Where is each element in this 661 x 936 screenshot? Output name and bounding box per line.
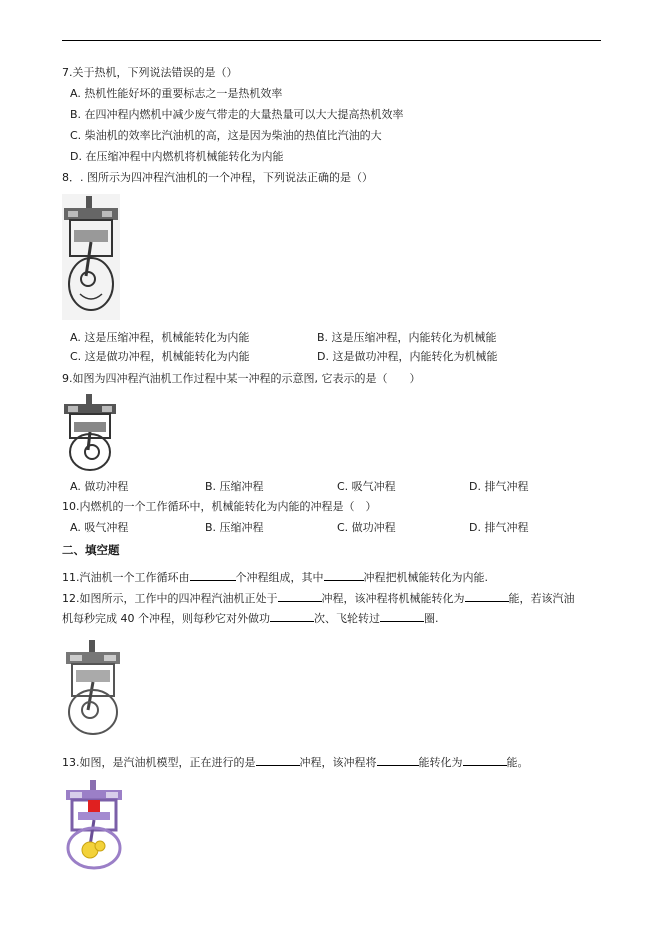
q12-blank-1[interactable] <box>278 590 322 602</box>
q13-part2: 冲程，该冲程将 <box>299 756 377 769</box>
q13-part3: 能转化为 <box>418 756 463 769</box>
q7-option-a: A. 热机性能好坏的重要标志之一是热机效率 <box>70 87 283 100</box>
q10-option-a: A. 吸气冲程 <box>70 521 129 534</box>
q10-option-b: B. 压缩冲程 <box>205 521 264 534</box>
q11-blank-1[interactable] <box>190 569 236 581</box>
q11-part2: 个冲程组成，其中 <box>235 571 324 584</box>
engine-figure-q8 <box>62 194 120 320</box>
q9-option-c: C. 吸气冲程 <box>337 480 396 493</box>
engine-figure-q9 <box>62 394 118 472</box>
q12-blank-2[interactable] <box>465 590 509 602</box>
q7-option-c: C. 柴油机的效率比汽油机的高，这是因为柴油的热值比汽油的大 <box>70 129 382 142</box>
q13-part4: 能。 <box>506 756 529 769</box>
q7-stem: 7.关于热机，下列说法错误的是（） <box>62 66 238 79</box>
engine-model-figure-q13 <box>62 780 126 870</box>
engine-figure-q12 <box>62 640 124 738</box>
q13-blank-2[interactable] <box>377 754 419 766</box>
q9-option-b: B. 压缩冲程 <box>205 480 264 493</box>
q12-text-line2 <box>62 610 439 626</box>
section-fill-in-title: 二、填空题 <box>62 543 120 557</box>
q11-blank-2[interactable] <box>324 569 364 581</box>
q10-stem: 10.内燃机的一个工作循环中，机械能转化为内能的冲程是（ ） <box>62 500 377 513</box>
q10-option-d: D. 排气冲程 <box>469 521 529 534</box>
q12-blank-3[interactable] <box>270 610 314 622</box>
q12-part1: 12.如图所示，工作中的四冲程汽油机正处于 <box>62 592 278 605</box>
q12-text-line1 <box>62 590 575 606</box>
q7-option-d: D. 在压缩冲程中内燃机将机械能转化为内能 <box>70 150 284 163</box>
q10-option-c: C. 做功冲程 <box>337 521 396 534</box>
q8-stem: 8．. 图所示为四冲程汽油机的一个冲程，下列说法正确的是（） <box>62 171 373 184</box>
q8-option-a: A. 这是压缩冲程，机械能转化为内能 <box>70 331 250 344</box>
q12-blank-4[interactable] <box>380 610 424 622</box>
q11-part3: 冲程把机械能转化为内能. <box>363 571 488 584</box>
q12-part6: 圈. <box>424 612 439 625</box>
q12-part3: 能，若该汽油 <box>508 592 575 605</box>
q12-part4: 机每秒完成 40 个冲程，则每秒它对外做功 <box>62 612 270 625</box>
q7-option-b: B. 在四冲程内燃机中减少废气带走的大量热量可以大大提高热机效率 <box>70 108 404 121</box>
q8-option-c: C. 这是做功冲程，机械能转化为内能 <box>70 350 250 363</box>
q11-part1: 11.汽油机一个工作循环由 <box>62 571 190 584</box>
q13-blank-1[interactable] <box>256 754 300 766</box>
q13-blank-3[interactable] <box>463 754 507 766</box>
header-rule <box>62 40 601 41</box>
q12-part5: 次、飞轮转过 <box>314 612 380 625</box>
q8-option-d: D. 这是做功冲程，内能转化为机械能 <box>317 350 498 363</box>
q9-stem: 9.如图为四冲程汽油机工作过程中某一冲程的示意图, 它表示的是（ ） <box>62 372 421 385</box>
q13-part1: 13.如图，是汽油机模型，正在进行的是 <box>62 756 256 769</box>
q12-part2: 冲程，该冲程将机械能转化为 <box>321 592 465 605</box>
q13-text <box>62 754 529 770</box>
q9-option-d: D. 排气冲程 <box>469 480 529 493</box>
q8-option-b: B. 这是压缩冲程，内能转化为机械能 <box>317 331 497 344</box>
q11-text <box>62 569 488 585</box>
q9-option-a: A. 做功冲程 <box>70 480 129 493</box>
